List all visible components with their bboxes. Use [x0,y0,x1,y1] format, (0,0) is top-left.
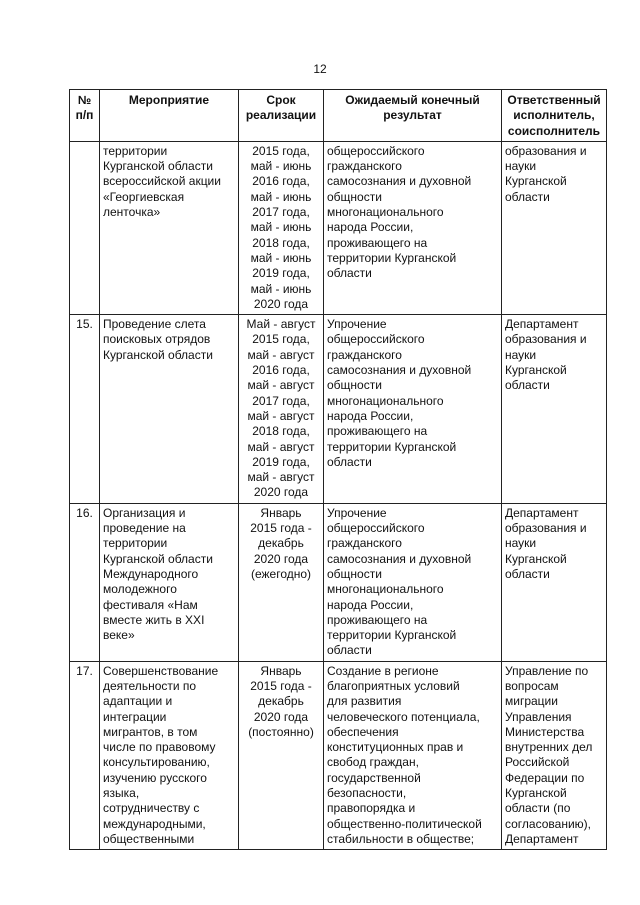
page-number: 12 [313,62,327,76]
row-term: Январь 2015 года - декабрь 2020 года (постоянно) [239,661,324,850]
row-term: Май - август 2015 года, май - август 2016 года, май - август 2017 года, май - август 2018 года, май - август 2019 года, май - август 2020 года [239,315,324,504]
row-term: 2015 года, май - июнь 2016 года, май - июнь 2017 года, май - июнь 2018 года, май - июнь 2019 года, май - июнь 2020 года [239,141,324,314]
row-term: Январь 2015 года - декабрь 2020 года (ежегодно) [239,503,324,661]
table-row [70,141,607,314]
row-result: Создание в регионе благоприятных условий для развития человеческого потенциала, обеспечения конституционных прав и свобод граждан, государственной безопасности, правопорядка и общественно-политической стабильности в обществе; [324,661,502,850]
row-result: общероссийского гражданского самосознания и духовной общности многонационального народа России, проживающего на территории Курганской области [324,141,502,314]
table-row [70,315,607,504]
row-number: 15. [70,315,100,504]
header-number: № п/п [70,90,100,142]
table-row [70,503,607,661]
row-number [70,141,100,314]
row-responsible: Департамент образования и науки Курганской области [502,315,607,504]
row-result: Упрочение общероссийского гражданского самосознания и духовной общности многонационального народа России, проживающего на территории Курганской области [324,503,502,661]
table-header-row [70,90,607,142]
row-responsible: образования и науки Курганской области [502,141,607,314]
row-result: Упрочение общероссийского гражданского самосознания и духовной общности многонационального народа России, проживающего на территории Курганской области [324,315,502,504]
table-row [70,661,607,850]
header-responsible: Ответственный исполнитель, соисполнитель [502,90,607,142]
row-event: территории Курганской области всероссийской акции «Георгиевская ленточка» [100,141,239,314]
header-term: Срок реализации [239,90,324,142]
header-event: Мероприятие [100,90,239,142]
row-event: Организация и проведение на территории Курганской области Международного молодежного фестиваля «Нам вместе жить в XXI веке» [100,503,239,661]
row-number: 16. [70,503,100,661]
row-responsible: Департамент образования и науки Курганской области [502,503,607,661]
row-event: Проведение слета поисковых отрядов Курганской области [100,315,239,504]
measures-table [69,89,607,850]
row-number: 17. [70,661,100,850]
header-result: Ожидаемый конечный результат [324,90,502,142]
row-event: Совершенствование деятельности по адаптации и интеграции мигрантов, в том числе по правовому консультированию, изучению русского языка, сотрудничеству с международными, общественными [100,661,239,850]
row-responsible: Управление по вопросам миграции Управления Министерства внутренних дел Российской Федерации по Курганской области (по согласованию), Департамент [502,661,607,850]
